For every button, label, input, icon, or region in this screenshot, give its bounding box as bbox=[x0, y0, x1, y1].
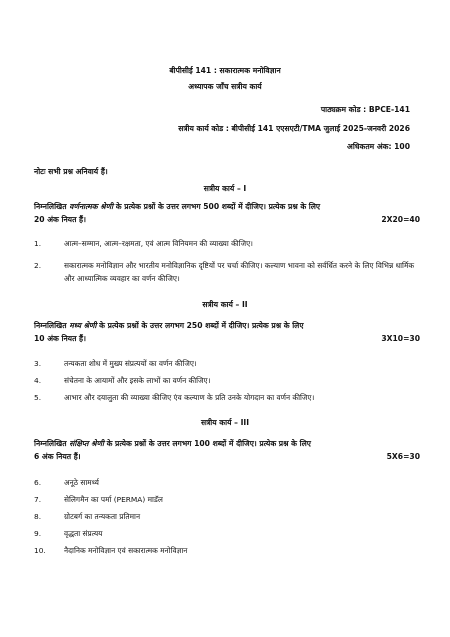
note: नोटः सभी प्रश्न अनिवार्य हैं। bbox=[34, 167, 108, 176]
section-instructions-3 bbox=[34, 438, 420, 463]
instr-text: निम्नलिखित bbox=[34, 202, 70, 211]
section-marks: 3X10=30 bbox=[381, 333, 420, 343]
instr-marks-note: 10 अंक नियत हैं। bbox=[34, 333, 86, 343]
question-text: संचेतना के आयामों और इसके लाभों का वर्णन कीजिए। bbox=[64, 376, 211, 385]
question-number: 10. bbox=[34, 546, 46, 555]
instr-marks-note: 6 अंक नियत हैं। bbox=[34, 451, 81, 461]
question-text: ग्रोटबर्ग का तन्यकता प्रतिमान bbox=[64, 512, 141, 521]
section-marks: 2X20=40 bbox=[381, 214, 420, 224]
question-number: 4. bbox=[34, 376, 42, 385]
question-number: 5. bbox=[34, 393, 42, 402]
section-instructions-2 bbox=[34, 320, 420, 345]
question-text: वृद्धता संप्रत्यय bbox=[64, 529, 103, 538]
instr-text: के प्रत्येक प्रश्नों के उत्तर लगभग 100 शब्दों में दीजिए। प्रत्येक प्रश्न के लिए bbox=[103, 439, 311, 448]
question-text: अनूठे सामर्थ्य bbox=[64, 478, 99, 487]
question-text: सेलिगमैन का पर्मा (PERMA) माडॅल bbox=[64, 495, 163, 504]
instr-marks-note: 20 अंक नियत हैं। bbox=[34, 214, 86, 224]
question-number: 7. bbox=[34, 495, 42, 504]
question-number: 6. bbox=[34, 478, 42, 487]
instr-category: मध्य श्रेणी bbox=[69, 321, 97, 330]
question-number: 9. bbox=[34, 529, 42, 538]
section-heading-1: सत्रीय कार्य – I bbox=[203, 184, 247, 193]
max-marks: अधिकतम अंक: 100 bbox=[347, 142, 410, 151]
course-code: पाठ्यक्रम कोड : BPCE-141 bbox=[320, 105, 410, 114]
section-instructions-1 bbox=[34, 201, 420, 226]
instr-category: संक्षिप्त श्रेणी bbox=[69, 439, 104, 448]
question-text: आभार और दयालुता की व्याख्या कीजिए एंव कल्याण के प्रति उनके योगदान का वर्णन कीजिए। bbox=[64, 393, 315, 402]
question-text: सकारात्मक मनोविज्ञान और भारतीय मनोविज्ञानिक दृष्टियों पर चर्चा कीजिए। कल्याण भावना को सर्वर्धित करने के लिए विभिन्न धार्मिक और आध्यात्मिक व्यवहार का वर्णन कीजिए। bbox=[64, 261, 415, 283]
question-number: 3. bbox=[34, 359, 42, 368]
instr-text: निम्नलिखित bbox=[34, 439, 70, 448]
section-heading-2: सत्रीय कार्य – II bbox=[202, 300, 248, 309]
question-number: 8. bbox=[34, 512, 42, 521]
instr-text: के प्रत्येक प्रश्नों के उत्तर लगभग 250 शब्दों में दीजिए। प्रत्येक प्रश्न के लिए bbox=[96, 321, 304, 330]
question-text: तन्यकता शोध में मुख्य संप्रत्ययों का वर्णन कीजिए। bbox=[64, 359, 197, 368]
instr-text: के प्रत्येक प्रश्नों के उत्तर लगभग 500 शब्दों में दीजिए। प्रत्येक प्रश्न के लिए bbox=[113, 202, 321, 211]
instr-text: निम्नलिखित bbox=[34, 321, 70, 330]
instr-category: वर्णनात्मक श्रेणी bbox=[69, 202, 114, 211]
question-number: 1. bbox=[34, 239, 42, 248]
doc-title: बीपीसीई 141 : सकारात्मक मनोविज्ञान bbox=[169, 66, 281, 75]
doc-subtitle: अध्यापक जाँच सत्रीय कार्य bbox=[188, 82, 262, 91]
assignment-code: सत्रीय कार्य कोड : बीपीसीई 141 एएसएटी/TMA जुलाई 2025-जनवरी 2026 bbox=[178, 124, 410, 133]
question-text: आत्म–सम्मान, आत्म–रक्षमता, एवं आत्म विनियमन की व्याख्या कीजिए। bbox=[64, 239, 253, 248]
question-text: नैदानिक मनोविज्ञान एवं सकारात्मक मनोविज्ञान bbox=[64, 546, 188, 555]
question-number: 2. bbox=[34, 261, 42, 270]
section-heading-3: सत्रीय कार्य – III bbox=[200, 418, 250, 427]
section-marks: 5X6=30 bbox=[386, 451, 420, 461]
